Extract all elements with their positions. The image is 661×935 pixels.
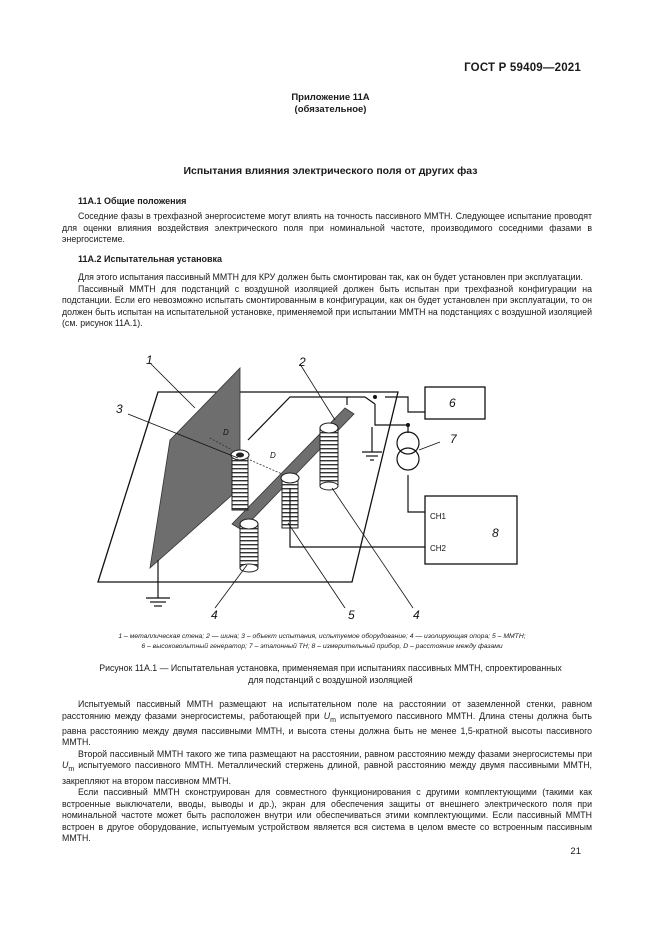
- label-5: 5: [348, 608, 355, 622]
- annex-status: (обязательное): [294, 104, 367, 115]
- figure-legend: [48, 632, 596, 652]
- label-4-right: 4: [413, 608, 420, 622]
- label-8: 8: [492, 526, 499, 540]
- annex-title: Приложение 11А: [291, 92, 370, 103]
- label-6: 6: [449, 396, 456, 410]
- legend-line-2: 6 – высоковольтный генератор; 7 – эталонный ТН; 8 – измерительный прибор, D – расстояние между фазами: [141, 643, 503, 650]
- document-code: ГОСТ Р 59409—2021: [464, 62, 581, 74]
- label-4-left: 4: [211, 608, 218, 622]
- insulator-support-left: [240, 519, 258, 572]
- reference-vt-lower: [397, 448, 419, 470]
- general-heading: 11А.1 Общие положения: [78, 196, 187, 206]
- body-text: [62, 699, 592, 845]
- page-number: 21: [570, 846, 581, 857]
- metal-wall: [150, 368, 240, 568]
- general-paragraph: Соседние фазы в трехфазной энергосистеме могут влиять на точность пассивного ММТН. Следующее испытание проводят для оценки влияния воздействия электрического поля при номинальной частоте, производимого соседними фазами в энергосистеме.: [62, 211, 592, 244]
- figure-caption: [48, 662, 613, 686]
- label-1: 1: [146, 353, 153, 367]
- test-object: [231, 450, 249, 510]
- body-paragraph-1: Испытуемый пассивный ММТН размещают на испытательном поле на расстоянии от заземленной стенки, равном расстоянию между фазами энергосистемы, работающей при $U_m$ испытуемого пассивного ММТН. Длина стены должна быть равна расстоянию между двумя пассивными ММТН, и высота стены должна быть не менее 1,5-кратной высоты пассивного ММТН.: [62, 699, 592, 748]
- section-title: Испытания влияния электрического поля от других фаз: [183, 165, 478, 177]
- setup-heading: 11А.2 Испытательная установка: [78, 254, 223, 264]
- legend-line-1: 1 – металлическая стена; 2 — шина; 3 – объект испытания, испытуемое оборудование; 4 — изолирующая опора; 5 – ММТН;: [118, 633, 526, 640]
- label-d1: D: [223, 428, 229, 437]
- setup-paragraph-2: Пассивный ММТН для подстанций с воздушной изоляцией должен быть испытан при трехфазной конфигурации на подстанции. Если его невозможно испытать смонтированным в конфигурации, как он будет установлен при эксплуатации, то он должен быть испытан на испытательной установке, применяемой при испытании ММТН на подстанциях с воздушной изоляцией (см. рисунок 11А.1).: [62, 283, 592, 328]
- body-paragraph-2: Второй пассивный ММТН такого же типа размещают на расстоянии, равном расстоянию между фазами энергосистемы при $U_m$ испытуемого пассивного ММТН. Металлический стержень длиной, равной расстоянию между двумя пассивными ММТН, закрепляют на втором пассивном ММТН.: [62, 748, 592, 786]
- label-3: 3: [116, 402, 123, 416]
- label-2: 2: [299, 355, 306, 369]
- insulator-support-right: [320, 423, 338, 490]
- ground-symbol: [146, 598, 170, 606]
- label-7: 7: [450, 432, 457, 446]
- setup-paragraph-1: Для этого испытания пассивный ММТН для КРУ должен быть смонтирован так, как он будет установлен при эксплуатации.: [78, 272, 583, 282]
- ground-symbol-circuit: [362, 452, 382, 460]
- body-paragraph-3: Если пассивный ММТН сконструирован для совместного функционирования с другими комплектующими (такими как встроенные выключатели, вводы, выводы и др.), экран для обеспечения защиты от внешнего электрического поля при номинальной частоте может быть расположен внутри или обеспечиваться этими комплектующими. Если пассивный ММТН встроен в другое оборудование, испытуемым устройством является вся система в целом вместе со встроенным пассивным ММТН.: [62, 787, 592, 843]
- label-d2: D: [270, 451, 276, 460]
- caption-line-1: Рисунок 11А.1 — Испытательная установка, применяемая при испытаниях пассивных ММТН, спроектированных: [99, 663, 562, 673]
- label-ch1: CH1: [430, 512, 447, 521]
- label-ch2: CH2: [430, 544, 447, 553]
- measuring-instrument-box: [425, 496, 517, 564]
- caption-line-2: для подстанций с воздушной изоляцией: [248, 675, 413, 685]
